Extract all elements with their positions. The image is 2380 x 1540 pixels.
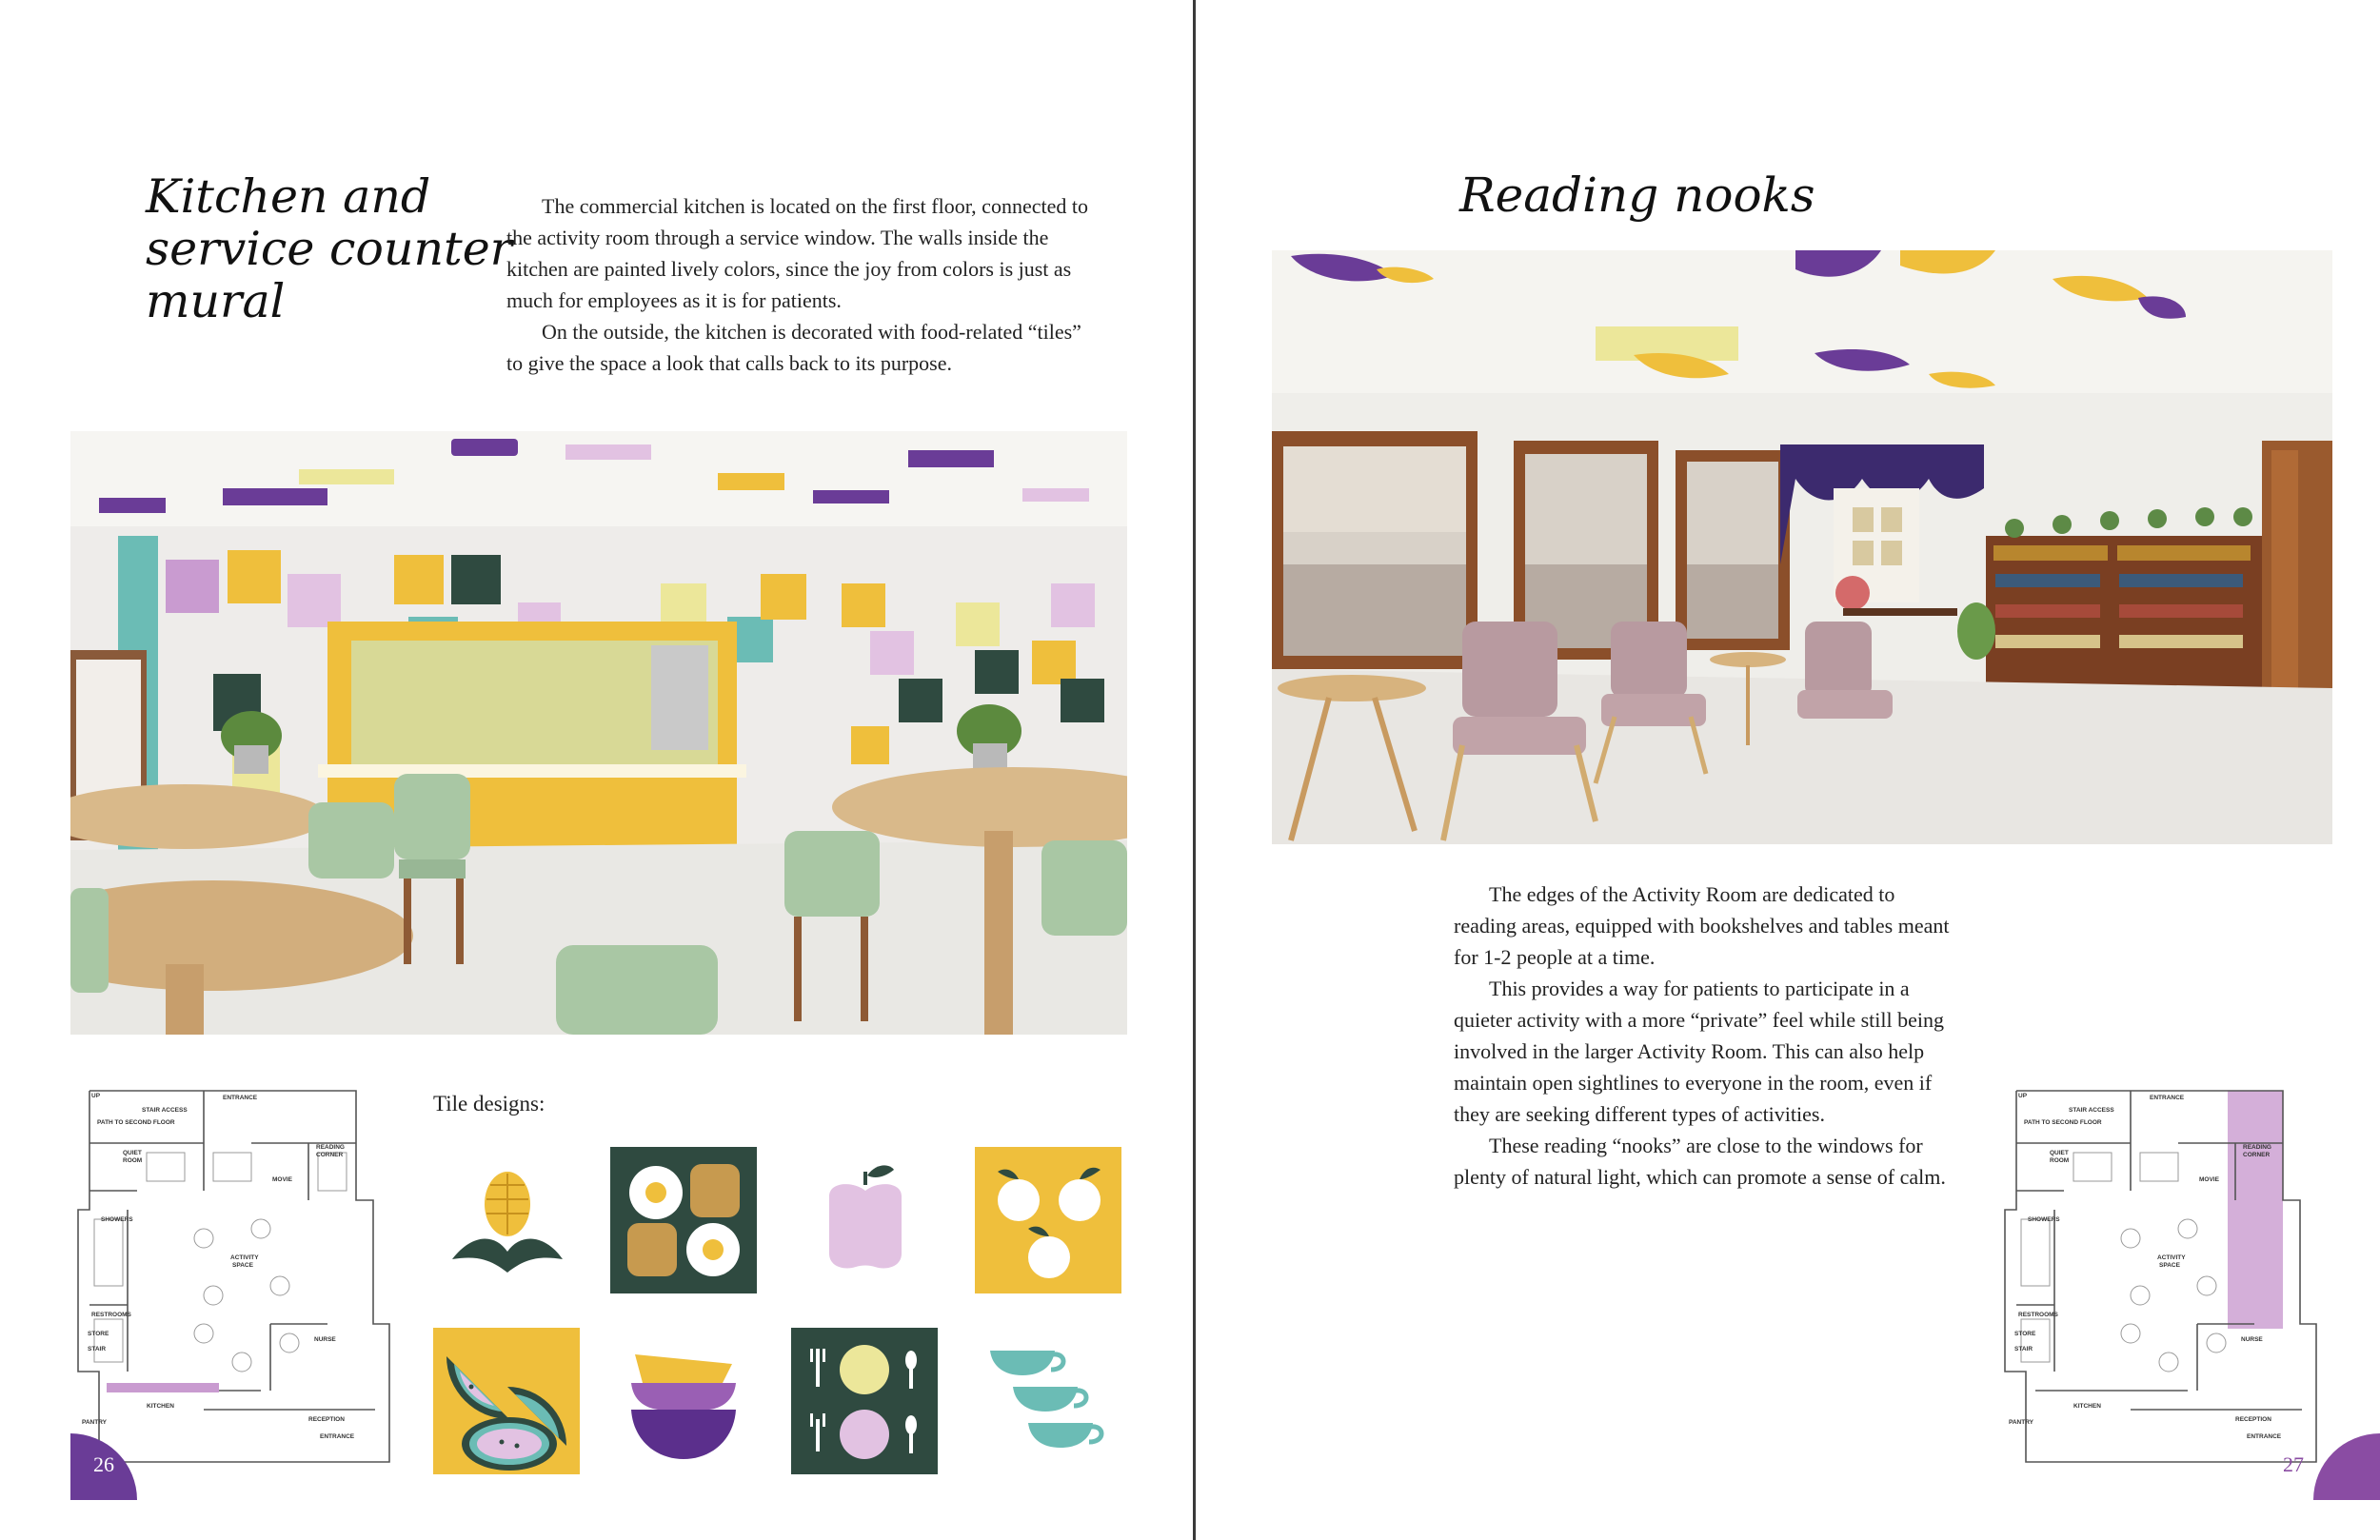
plan-label-entrance-bottom-right: ENTRANCE bbox=[2247, 1433, 2282, 1440]
right-page bbox=[1196, 0, 2380, 1540]
left-paragraph-1: The commercial kitchen is located on the first floor, connected to the activity room through a service window. The walls inside the kitchen are painted lively colors, since the joy from colors is just as much for employees as it is for patients. bbox=[506, 194, 1088, 312]
plan-label-corner: CORNER bbox=[316, 1152, 344, 1158]
plan-label-reception: RECEPTION bbox=[308, 1416, 345, 1423]
left-page-body bbox=[506, 190, 1097, 379]
oranges-tile bbox=[975, 1147, 1121, 1293]
apple-tile bbox=[791, 1147, 938, 1293]
plan-label-stair: STAIR bbox=[88, 1346, 107, 1352]
left-title-line-1: Kitchen and bbox=[146, 169, 431, 224]
left-title-line-3: mural bbox=[146, 273, 286, 328]
plan-label-quiet: QUIET bbox=[123, 1150, 142, 1156]
plan-label-stair-right: STAIR bbox=[2014, 1346, 2033, 1352]
plates-tile bbox=[791, 1328, 938, 1474]
right-paragraph-3: These reading “nooks” are close to the windows for plenty of natural light, which can promote a sense of calm. bbox=[1454, 1134, 1946, 1189]
page-number-left: 26 bbox=[93, 1452, 114, 1476]
plan-label-corner-right: CORNER bbox=[2243, 1152, 2271, 1158]
plan-label-kitchen: KITCHEN bbox=[147, 1403, 174, 1410]
floor-plan-reading-highlight bbox=[1997, 1086, 2321, 1486]
right-page-title: Reading nooks bbox=[1459, 168, 1815, 223]
bowls-tile bbox=[610, 1328, 757, 1474]
page-number-badge-right bbox=[2313, 1433, 2380, 1500]
plan-label-nurse: NURSE bbox=[314, 1336, 336, 1343]
plan-label-path-right: PATH TO SECOND FLOOR bbox=[2024, 1119, 2102, 1126]
plan-label-up: UP bbox=[91, 1093, 101, 1099]
plan-label-restrooms: RESTROOMS bbox=[91, 1312, 131, 1318]
left-title-line-2: service counter bbox=[146, 221, 513, 276]
left-page-title bbox=[146, 171, 512, 328]
plan-label-path: PATH TO SECOND FLOOR bbox=[97, 1119, 175, 1126]
plan-label-quiet-right: QUIET bbox=[2050, 1150, 2069, 1156]
plan-label-room-right: ROOM bbox=[2050, 1157, 2070, 1164]
watermelon-tile bbox=[433, 1328, 580, 1474]
plan-label-restrooms-right: RESTROOMS bbox=[2018, 1312, 2058, 1318]
plan-label-stair-access: STAIR ACCESS bbox=[142, 1107, 188, 1114]
left-paragraph-2: On the outside, the kitchen is decorated with food-related “tiles” to give the space a look that calls back to its purpose. bbox=[506, 320, 1081, 375]
cups-tile bbox=[975, 1328, 1121, 1474]
corn-tile bbox=[433, 1147, 580, 1293]
floor-plan-kitchen-highlight bbox=[70, 1086, 394, 1486]
plan-label-space-right: SPACE bbox=[2159, 1262, 2180, 1269]
plan-label-pantry-right: PANTRY bbox=[2009, 1419, 2033, 1426]
plan-label-showers-right: SHOWERS bbox=[2028, 1216, 2060, 1223]
tile-designs-caption: Tile designs: bbox=[433, 1092, 545, 1116]
plan-label-up-right: UP bbox=[2018, 1093, 2028, 1099]
plan-label-entrance-bottom: ENTRANCE bbox=[320, 1433, 355, 1440]
reading-nook-render-image bbox=[1272, 250, 2332, 844]
right-paragraph-2: This provides a way for patients to participate in a quieter activity with a more “private” feel while still being involved in the larger Activity Room. This can also help maintain open sightlines to everyone in the room, even if they are seeking different types of activities. bbox=[1454, 977, 1944, 1126]
plan-label-kitchen-right: KITCHEN bbox=[2073, 1403, 2101, 1410]
plan-label-space: SPACE bbox=[232, 1262, 253, 1269]
plan-label-movie-right: MOVIE bbox=[2199, 1176, 2219, 1183]
plan-label-entrance-top-right: ENTRANCE bbox=[2150, 1095, 2185, 1101]
plan-label-store: STORE bbox=[88, 1331, 109, 1337]
plan-label-room: ROOM bbox=[123, 1157, 143, 1164]
eggs-tile bbox=[610, 1147, 757, 1293]
right-page-body bbox=[1454, 879, 1958, 1193]
plan-label-pantry: PANTRY bbox=[82, 1419, 107, 1426]
plan-label-entrance-top: ENTRANCE bbox=[223, 1095, 258, 1101]
plan-label-reading: READING bbox=[316, 1144, 345, 1151]
plan-label-activity: ACTIVITY bbox=[230, 1254, 259, 1261]
plan-label-reception-right: RECEPTION bbox=[2235, 1416, 2271, 1423]
plan-label-nurse-right: NURSE bbox=[2241, 1336, 2263, 1343]
kitchen-render-image bbox=[70, 431, 1127, 1035]
plan-label-movie: MOVIE bbox=[272, 1176, 292, 1183]
plan-label-store-right: STORE bbox=[2014, 1331, 2036, 1337]
page-number-right: 27 bbox=[2283, 1452, 2304, 1476]
right-paragraph-1: The edges of the Activity Room are dedicated to reading areas, equipped with bookshelves and tables meant for 1-2 people at a time. bbox=[1454, 882, 1950, 969]
plan-label-showers: SHOWERS bbox=[101, 1216, 133, 1223]
plan-label-reading-right: READING bbox=[2243, 1144, 2271, 1151]
plan-label-stair-access-right: STAIR ACCESS bbox=[2069, 1107, 2114, 1114]
plan-label-activity-right: ACTIVITY bbox=[2157, 1254, 2186, 1261]
